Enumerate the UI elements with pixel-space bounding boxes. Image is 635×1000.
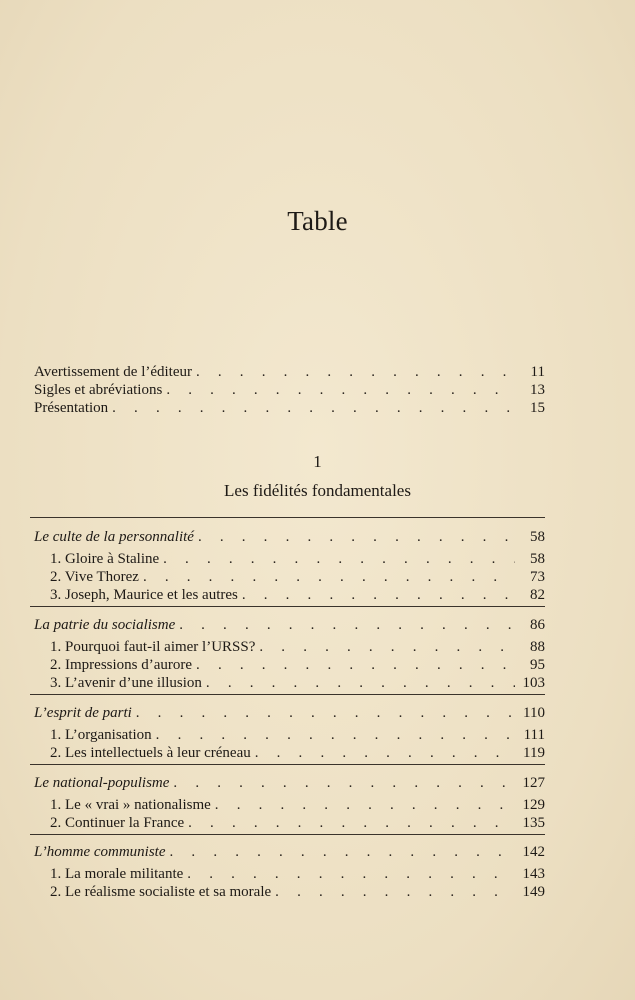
toc-entry-label: Avertissement de l’éditeur (34, 364, 192, 380)
toc-entry-label: Sigles et abréviations (34, 382, 163, 398)
toc-subentry-page: 129 (522, 797, 545, 813)
toc-subentry-label: 2. Les intellectuels à leur créneau (50, 745, 251, 761)
toc-subentry-label: 1. Pourquoi faut-il aimer l’URSS? (50, 639, 256, 655)
leader-dots (275, 882, 515, 902)
leader-dots (143, 567, 515, 587)
toc-entry (34, 398, 545, 418)
toc-subentry (50, 795, 545, 815)
toc-entry-page: 11 (530, 364, 545, 380)
toc-subentry-label: 3. Joseph, Maurice et les autres (50, 587, 238, 603)
toc-section-label: L’esprit de parti (34, 705, 132, 721)
toc-subentry-label: 2. Le réalisme socialiste et sa morale (50, 884, 272, 900)
toc-subentry (50, 549, 545, 569)
section-divider (30, 606, 545, 607)
toc-subentry (50, 725, 545, 745)
leader-dots (179, 615, 515, 635)
toc-subentry-page: 149 (522, 884, 545, 900)
toc-section (34, 773, 545, 793)
leader-dots (170, 842, 515, 862)
toc-subentry (50, 882, 545, 902)
toc-section-page: 58 (530, 529, 545, 545)
section-divider (30, 517, 545, 518)
leader-dots (188, 813, 515, 833)
toc-subentry-page: 119 (523, 745, 545, 761)
toc-section (34, 842, 545, 862)
leader-dots (206, 673, 515, 693)
toc-subentry (50, 673, 545, 693)
toc-subentry (50, 655, 545, 675)
toc-subentry (50, 585, 545, 605)
toc-subentry-page: 95 (530, 657, 545, 673)
leader-dots (196, 362, 515, 382)
toc-subentry (50, 567, 545, 587)
leader-dots (166, 380, 515, 400)
toc-section-page: 142 (522, 844, 545, 860)
part-number: 1 (313, 452, 322, 471)
toc-subentry-page: 73 (530, 569, 545, 585)
toc-section (34, 527, 545, 547)
toc-subentry (50, 637, 545, 657)
section-divider (30, 834, 545, 835)
toc-section (34, 703, 545, 723)
toc-entry-label: Présentation (34, 400, 109, 416)
toc-subentry-label: 2. Impressions d’aurore (50, 657, 193, 673)
leader-dots (112, 398, 515, 418)
toc-subentry-page: 143 (522, 866, 545, 882)
toc-section-label: Le culte de la personnalité (34, 529, 194, 545)
toc-entry-page: 13 (530, 382, 545, 398)
leader-dots (156, 725, 515, 745)
leader-dots (259, 637, 515, 657)
leader-dots (242, 585, 515, 605)
toc-section-label: La patrie du socialisme (34, 617, 176, 633)
toc-section-page: 86 (530, 617, 545, 633)
toc-subentry-page: 58 (530, 551, 545, 567)
toc-subentry (50, 813, 545, 833)
toc-subentry-label: 1. L’organisation (50, 727, 152, 743)
toc-subentry-label: 1. La morale militante (50, 866, 184, 882)
leader-dots (173, 773, 515, 793)
leader-dots (215, 795, 515, 815)
leader-dots (136, 703, 515, 723)
leader-dots (187, 864, 515, 884)
leader-dots (163, 549, 515, 569)
page-title: Table (287, 206, 348, 236)
toc-section (34, 615, 545, 635)
section-divider (30, 764, 545, 765)
toc-subentry-page: 111 (523, 727, 545, 743)
leader-dots (255, 743, 515, 763)
toc-subentry-label: 1. Gloire à Staline (50, 551, 160, 567)
section-divider (30, 694, 545, 695)
toc-section-page: 110 (523, 705, 545, 721)
toc-subentry (50, 864, 545, 884)
toc-section-label: Le national-populisme (34, 775, 170, 791)
toc-entry-page: 15 (530, 400, 545, 416)
leader-dots (196, 655, 515, 675)
toc-subentry-page: 103 (522, 675, 545, 691)
toc-subentry-page: 135 (522, 815, 545, 831)
toc-subentry-page: 82 (530, 587, 545, 603)
toc-subentry-label: 3. L’avenir d’une illusion (50, 675, 202, 691)
part-title: Les fidélités fondamentales (224, 481, 411, 500)
toc-subentry-page: 88 (530, 639, 545, 655)
toc-subentry (50, 743, 545, 763)
toc-subentry-label: 2. Continuer la France (50, 815, 185, 831)
leader-dots (198, 527, 515, 547)
toc-subentry-label: 1. Le « vrai » nationalisme (50, 797, 211, 813)
toc-entry (34, 362, 545, 382)
toc-section-label: L’homme communiste (34, 844, 166, 860)
toc-subentry-label: 2. Vive Thorez (50, 569, 139, 585)
toc-entry (34, 380, 545, 400)
toc-section-page: 127 (522, 775, 545, 791)
